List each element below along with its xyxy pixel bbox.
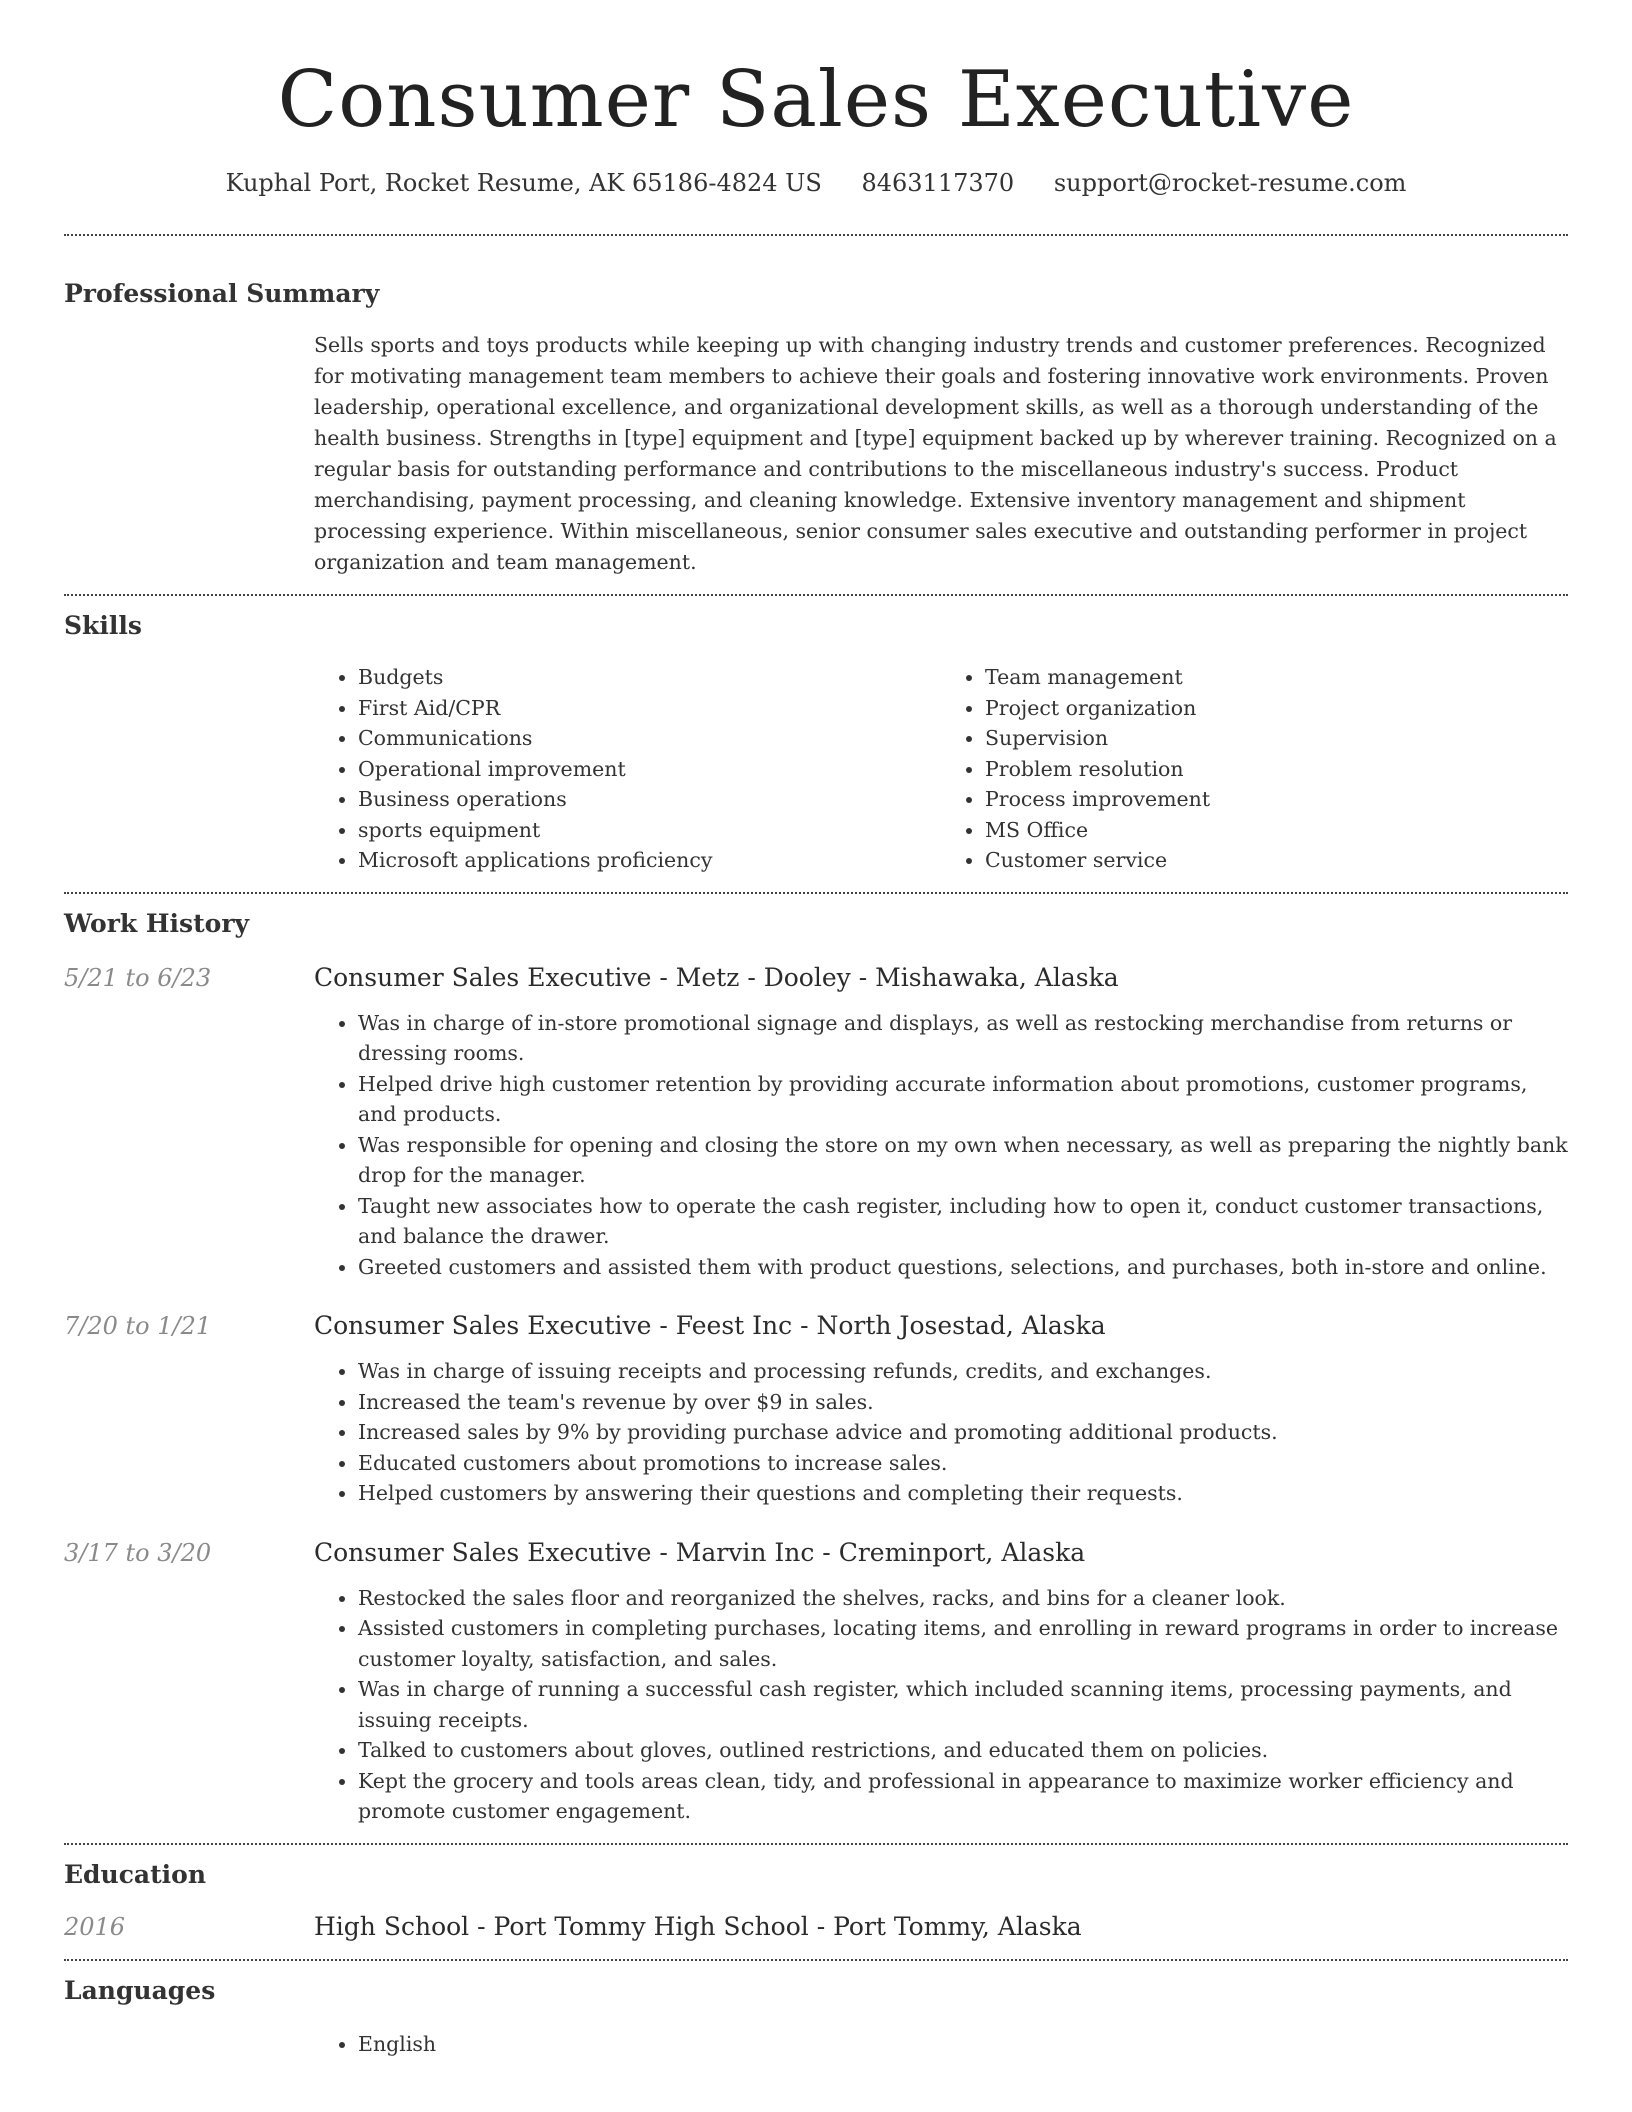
job-bullets xyxy=(314,1356,1568,1509)
job-bullet: • Increased the team's revenue by over $9 in sales. xyxy=(358,1387,1568,1418)
job-bullet: • Educated customers about promotions to increase sales. xyxy=(358,1448,1568,1479)
job-bullet: • Increased sales by 9% by providing purchase advice and promoting additional products. xyxy=(358,1417,1568,1448)
skills-heading: Skills xyxy=(64,611,142,640)
job-title: Consumer Sales Executive - Metz - Dooley - Mishawaka, Alaska xyxy=(314,962,1119,992)
contact-phone: 8463117370 xyxy=(861,169,1015,197)
job-title: Consumer Sales Executive - Marvin Inc - Creminport, Alaska xyxy=(314,1537,1086,1567)
skill-item: • Microsoft applications proficiency xyxy=(358,845,941,876)
job-dates: 5/21 to 6/23 xyxy=(64,963,212,992)
job-bullet: • Was in charge of running a successful cash register, which included scanning items, processing payments, and issuing receipts. xyxy=(358,1674,1568,1735)
job-bullet: • Was in charge of issuing receipts and processing refunds, credits, and exchanges. xyxy=(358,1356,1568,1387)
work-section xyxy=(64,894,1568,1843)
job-bullet: • Talked to customers about gloves, outlined restrictions, and educated them on policies. xyxy=(358,1735,1568,1766)
job-bullet: • Was responsible for opening and closing the store on my own when necessary, as well as preparing the nightly bank drop for the manager. xyxy=(358,1130,1568,1191)
job-details xyxy=(314,962,1568,1283)
languages-list xyxy=(314,2029,1568,2060)
candidate-name: Consumer Sales Executive xyxy=(277,55,1355,145)
work-heading: Work History xyxy=(64,908,250,938)
job-bullets xyxy=(314,1583,1568,1827)
summary-heading: Professional Summary xyxy=(64,279,380,308)
skill-item: • Project organization xyxy=(985,693,1568,724)
skills-columns xyxy=(314,662,1568,876)
skill-item: • MS Office xyxy=(985,815,1568,846)
summary-section xyxy=(64,236,1568,594)
skill-item: • sports equipment xyxy=(358,815,941,846)
job-dates: 7/20 to 1/21 xyxy=(64,1312,212,1340)
job-bullet: • Restocked the sales floor and reorganized the shelves, racks, and bins for a cleaner look. xyxy=(358,1583,1568,1614)
skill-item: • Communications xyxy=(358,723,941,754)
job-details xyxy=(314,1537,1568,1827)
summary-text: Sells sports and toys products while keeping up with changing industry trends and customer preferences. Recognized for motivating management team members to achieve their goals and fostering innovative work environments. Proven leadership, operational excellence, and organizational development skills, as well as a thorough understanding of the health business. Strengths in [type] equipment and [type] equipment backed up by wherever training. Recognized on a regular basis for outstanding performance and contributions to the miscellaneous industry's success. Product merchandising, payment processing, and cleaning knowledge. Extensive inventory management and shipment processing experience. Within miscellaneous, senior consumer sales executive and outstanding performer in project organization and team management. xyxy=(314,333,1557,574)
job-bullet: • Taught new associates how to operate the cash register, including how to open it, conduct customer transactions, and balance the drawer. xyxy=(358,1191,1568,1252)
languages-list-wrap xyxy=(314,2029,1568,2060)
education-entry xyxy=(64,1911,1568,1943)
skill-item: • Operational improvement xyxy=(358,754,941,785)
contact-email: support@rocket-resume.com xyxy=(1053,169,1407,197)
skill-item: • Problem resolution xyxy=(985,754,1568,785)
language-item: • English xyxy=(358,2029,1568,2060)
contact-address: Kuphal Port, Rocket Resume, AK 65186-4824 US xyxy=(225,169,822,197)
skills-list-right xyxy=(941,662,1568,876)
education-heading: Education xyxy=(64,1859,207,1889)
education-section xyxy=(64,1845,1568,1959)
education-details xyxy=(314,1911,1568,1943)
skill-item: • Process improvement xyxy=(985,784,1568,815)
job-entry xyxy=(64,1537,1568,1827)
job-entry xyxy=(64,962,1568,1283)
languages-heading: Languages xyxy=(64,1975,216,2005)
skill-item: • Supervision xyxy=(985,723,1568,754)
job-dates: 3/17 to 3/20 xyxy=(64,1538,212,1567)
job-bullet: • Helped drive high customer retention by providing accurate information about promotions, customer programs, and products. xyxy=(358,1069,1568,1130)
languages-section xyxy=(64,1961,1568,2076)
job-bullet: • Was in charge of in-store promotional signage and displays, as well as restocking merchandise from returns or dressing rooms. xyxy=(358,1008,1568,1069)
job-title: Consumer Sales Executive - Feest Inc - North Josestad, Alaska xyxy=(314,1311,1106,1340)
job-bullet: • Assisted customers in completing purchases, locating items, and enrolling in reward programs in order to increase customer loyalty, satisfaction, and sales. xyxy=(358,1613,1568,1674)
job-details xyxy=(314,1310,1568,1509)
skills-section xyxy=(64,596,1568,892)
skill-item: • Team management xyxy=(985,662,1568,693)
job-entry xyxy=(64,1310,1568,1509)
job-bullet: • Greeted customers and assisted them with product questions, selections, and purchases, both in-store and online. xyxy=(358,1252,1568,1283)
skill-item: • First Aid/CPR xyxy=(358,693,941,724)
skill-item: • Customer service xyxy=(985,845,1568,876)
skills-list-left xyxy=(314,662,941,876)
contact-line xyxy=(64,166,1568,200)
job-bullet: • Kept the grocery and tools areas clean, tidy, and professional in appearance to maximize worker efficiency and promote customer engagement. xyxy=(358,1766,1568,1827)
skill-item: • Budgets xyxy=(358,662,941,693)
skill-item: • Business operations xyxy=(358,784,941,815)
education-title: High School - Port Tommy High School - Port Tommy, Alaska xyxy=(314,1911,1082,1941)
job-bullets xyxy=(314,1008,1568,1283)
education-year: 2016 xyxy=(64,1912,126,1941)
job-bullet: • Helped customers by answering their questions and completing their requests. xyxy=(358,1478,1568,1509)
resume-header xyxy=(64,0,1568,200)
